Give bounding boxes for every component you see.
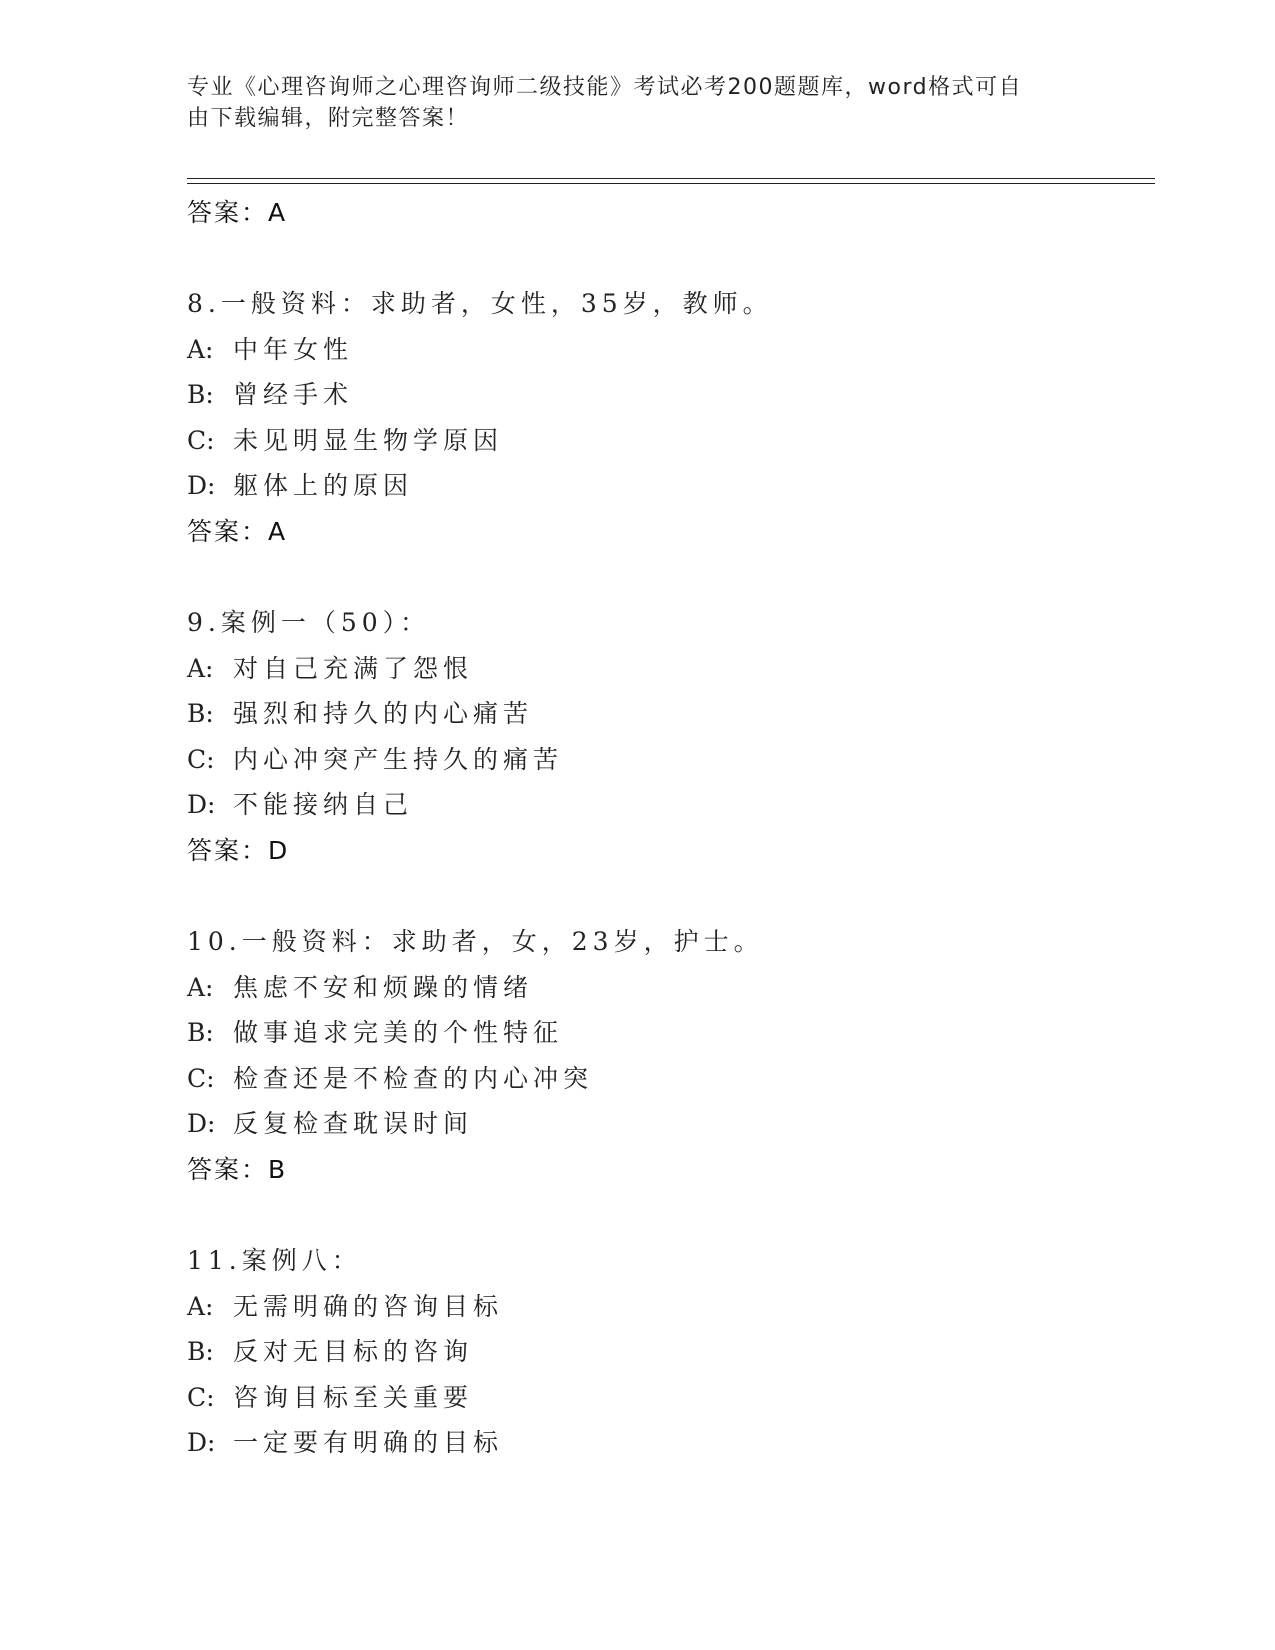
option-c xyxy=(187,1056,1147,1102)
answer: 答案：A xyxy=(187,516,288,546)
option-text: 不能接纳自己 xyxy=(233,790,414,820)
option-text: 强烈和持久的内心痛苦 xyxy=(233,699,534,729)
option-key: B: xyxy=(187,1337,214,1367)
option-a xyxy=(187,646,1147,692)
question-stem: 8.一般资料：求助者，女性，35岁，教师。 xyxy=(187,289,773,318)
option-text: 反对无目标的咨询 xyxy=(233,1337,474,1367)
option-c xyxy=(187,418,1147,464)
option-text: 未见明显生物学原因 xyxy=(233,425,504,455)
option-key: C: xyxy=(187,1382,215,1412)
option-key: C: xyxy=(187,1063,215,1093)
option-c xyxy=(187,1375,1147,1421)
option-text: 中年女性 xyxy=(233,334,354,364)
option-text: 曾经手术 xyxy=(233,380,354,410)
option-text: 检查还是不检查的内心冲突 xyxy=(233,1063,594,1093)
option-d xyxy=(187,1420,1147,1466)
option-text: 咨询目标至关重要 xyxy=(233,1382,474,1412)
header-line-2: 由下载编辑，附完整答案！ xyxy=(187,106,470,131)
option-b xyxy=(187,691,1147,737)
option-key: C: xyxy=(187,744,215,774)
option-text: 做事追求完美的个性特征 xyxy=(233,1018,564,1048)
option-text: 躯体上的原因 xyxy=(233,471,414,501)
answer: 答案：B xyxy=(187,1154,288,1184)
question-9 xyxy=(187,600,1147,873)
option-key: A: xyxy=(187,653,214,683)
option-text: 对自己充满了怨恨 xyxy=(233,653,474,683)
header-rule-top xyxy=(187,178,1155,179)
option-b xyxy=(187,372,1147,418)
option-key: D: xyxy=(187,1428,216,1458)
question-8 xyxy=(187,281,1147,554)
previous-answer: 答案：A xyxy=(187,198,288,227)
option-text: 一定要有明确的目标 xyxy=(233,1428,504,1458)
option-text: 焦虑不安和烦躁的情绪 xyxy=(233,972,534,1002)
option-key: A: xyxy=(187,972,214,1002)
option-key: D: xyxy=(187,1109,216,1139)
option-key: B: xyxy=(187,1018,214,1048)
option-a xyxy=(187,965,1147,1011)
option-key: B: xyxy=(187,699,214,729)
option-d xyxy=(187,1101,1147,1147)
question-stem: 10.一般资料：求助者，女，23岁，护士。 xyxy=(187,926,764,956)
question-11 xyxy=(187,1238,1147,1466)
option-key: A: xyxy=(187,334,214,364)
question-stem: 9.案例一（50）： xyxy=(187,607,431,637)
option-text: 内心冲突产生持久的痛苦 xyxy=(233,744,564,774)
header-line-1: 专业《心理咨询师之心理咨询师二级技能》考试必考200题题库，word格式可自 xyxy=(187,75,1023,100)
option-a xyxy=(187,327,1147,373)
option-key: A: xyxy=(187,1291,214,1321)
header-rule-bottom xyxy=(187,183,1155,184)
option-d xyxy=(187,463,1147,509)
option-key: B: xyxy=(187,380,214,410)
answer: 答案：D xyxy=(187,835,290,865)
document-body xyxy=(187,190,1147,1466)
option-b xyxy=(187,1010,1147,1056)
option-a xyxy=(187,1284,1147,1330)
question-stem: 11.案例八： xyxy=(187,1245,362,1275)
option-d xyxy=(187,782,1147,828)
option-text: 反复检查耽误时间 xyxy=(233,1109,474,1139)
question-10 xyxy=(187,919,1147,1192)
document-header xyxy=(187,72,1067,134)
option-text: 无需明确的咨询目标 xyxy=(233,1291,504,1321)
option-c xyxy=(187,737,1147,783)
option-key: C: xyxy=(187,425,215,455)
option-b xyxy=(187,1329,1147,1375)
option-key: D: xyxy=(187,790,216,820)
option-key: D: xyxy=(187,471,216,501)
